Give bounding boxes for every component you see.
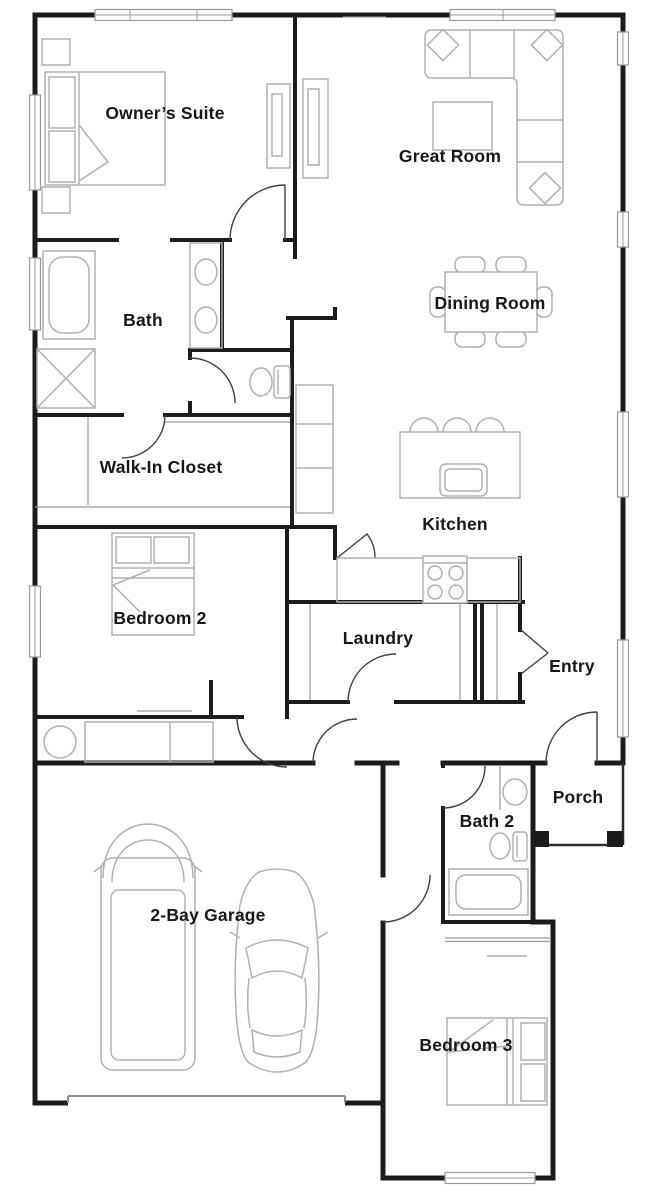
label-kitchen: Kitchen <box>422 514 488 534</box>
label-bedroom-3: Bedroom 3 <box>419 1035 513 1055</box>
label-bath-2: Bath 2 <box>459 811 515 831</box>
truck <box>94 824 202 1070</box>
label-porch: Porch <box>552 787 604 807</box>
laundry-door <box>348 654 396 702</box>
throw-pillow <box>529 172 560 203</box>
coffee-table <box>433 102 492 150</box>
label-bedroom-2: Bedroom 2 <box>113 608 207 628</box>
label-bath: Bath <box>123 310 163 330</box>
pantry-door <box>337 534 375 558</box>
bath2-toilet <box>490 832 527 861</box>
dresser <box>267 84 290 168</box>
toilet-room-door <box>190 358 235 403</box>
dining-chair <box>455 331 485 347</box>
water-heater <box>44 726 76 758</box>
utility-counter <box>85 722 213 762</box>
car <box>230 869 328 1072</box>
owners-suite-bed <box>45 72 165 185</box>
label-entry: Entry <box>549 656 595 676</box>
front-door <box>546 712 597 763</box>
furniture <box>35 29 563 1105</box>
toilet <box>250 366 290 398</box>
garage-hall-door <box>313 719 357 763</box>
bath2-sink <box>503 779 527 805</box>
nightstand <box>42 39 70 65</box>
label-laundry: Laundry <box>342 628 414 648</box>
entry-closet-doors <box>521 630 548 674</box>
exterior-walls <box>35 15 623 1178</box>
label-owners-suite: Owner’s Suite <box>105 103 225 123</box>
owners-suite-door <box>230 185 285 240</box>
label-walk-in-closet: Walk-In Closet <box>99 457 223 477</box>
sectional-sofa <box>425 29 563 205</box>
bath2-door <box>443 766 485 808</box>
label-dining-room: Dining Room <box>434 293 546 313</box>
media-console <box>303 79 328 178</box>
bath2-tub <box>449 869 528 915</box>
bedroom3-bed <box>447 1018 547 1105</box>
bathtub <box>43 251 95 339</box>
porch-post <box>607 831 623 847</box>
kitchen-island <box>400 418 520 498</box>
dining-chair <box>496 257 526 273</box>
label-great-room: Great Room <box>398 146 502 166</box>
dining-chair <box>496 331 526 347</box>
throw-pillow <box>531 29 562 60</box>
shower <box>37 349 95 408</box>
closet-door <box>122 415 165 458</box>
porch-post <box>533 831 549 847</box>
throw-pillow <box>427 29 458 60</box>
garage-service-door <box>383 875 430 922</box>
nightstand <box>42 187 70 213</box>
bedroom3-closet-doors <box>445 938 551 956</box>
range-stove <box>423 556 467 603</box>
bedroom2-door <box>237 717 287 767</box>
dining-chair <box>455 257 485 273</box>
bar-stool <box>410 418 504 432</box>
refrigerator-counter <box>296 385 333 513</box>
washer-dryer-area <box>310 604 497 700</box>
double-vanity <box>190 243 222 348</box>
label-garage: 2-Bay Garage <box>150 905 266 925</box>
